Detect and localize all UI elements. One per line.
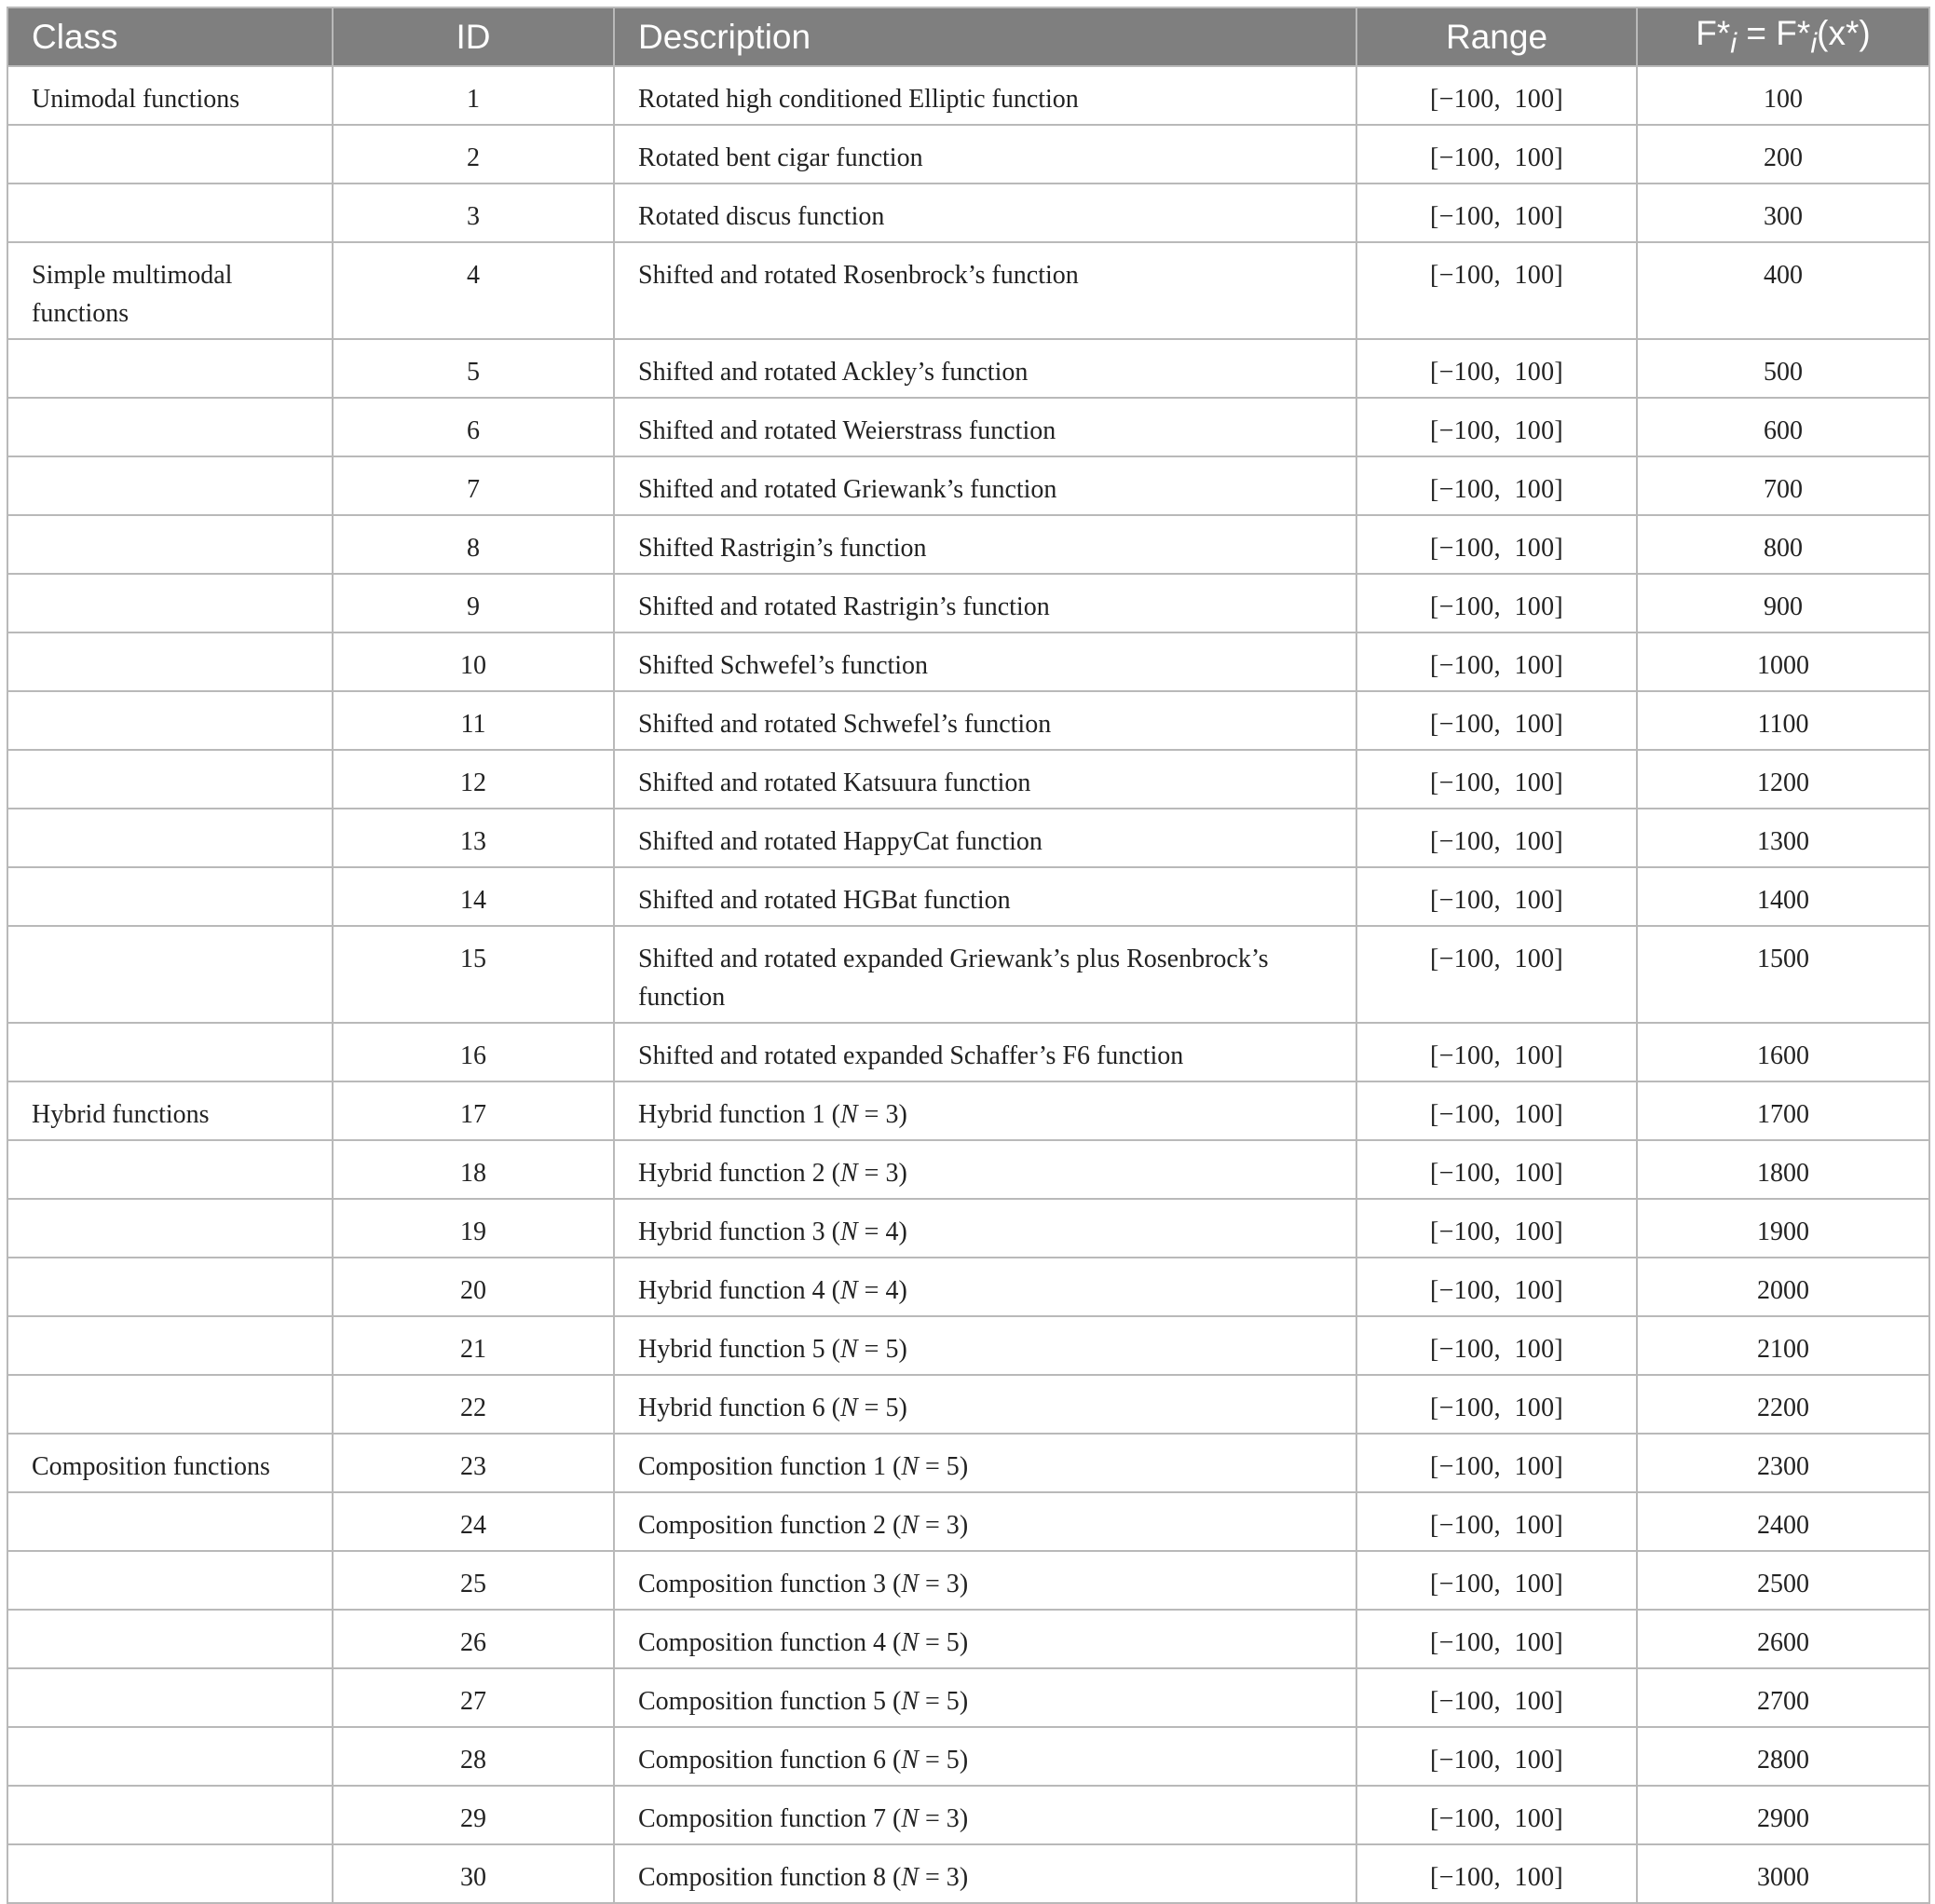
cell-class bbox=[7, 809, 333, 867]
table-row bbox=[7, 1492, 1929, 1551]
header-fstar bbox=[1637, 7, 1929, 66]
header-class: Class bbox=[7, 7, 333, 66]
cell-description bbox=[614, 1023, 1356, 1081]
description-text: Shifted and rotated HappyCat function bbox=[638, 827, 1042, 856]
description-text: Shifted Schwefel’s function bbox=[638, 651, 929, 680]
cell-description: Composition function 6 (N = 5) bbox=[614, 1727, 1356, 1786]
cell-id: 10 bbox=[333, 632, 614, 691]
cell-description: Hybrid function 6 (N = 5) bbox=[614, 1375, 1356, 1434]
cell-fstar: 2700 bbox=[1637, 1668, 1929, 1727]
cell-fstar: 600 bbox=[1637, 398, 1929, 456]
table-row bbox=[7, 125, 1929, 184]
cell-id: 18 bbox=[333, 1140, 614, 1199]
description-text: Shifted Rastrigin’s function bbox=[638, 534, 927, 563]
description-n-value: N = 4 bbox=[839, 1217, 899, 1246]
cell-range: [−100, 100] bbox=[1356, 1199, 1637, 1258]
cell-class bbox=[7, 1610, 333, 1668]
cell-fstar: 1800 bbox=[1637, 1140, 1929, 1199]
cell-class: Simple multimodal functions bbox=[7, 242, 333, 339]
cell-description: Composition function 1 (N = 5) bbox=[614, 1434, 1356, 1492]
description-n-value: N = 3 bbox=[901, 1511, 960, 1540]
cell-range: [−100, 100] bbox=[1356, 1727, 1637, 1786]
cell-fstar: 500 bbox=[1637, 339, 1929, 398]
description-n-value: N = 5 bbox=[901, 1452, 960, 1481]
table-row bbox=[7, 1375, 1929, 1434]
cell-class bbox=[7, 750, 333, 809]
cell-fstar: 200 bbox=[1637, 125, 1929, 184]
description-text: Shifted and rotated expanded Schaffer’s F6 function bbox=[638, 1041, 1184, 1070]
header-fstar-suffix: (x*) bbox=[1817, 13, 1871, 52]
cell-fstar: 1700 bbox=[1637, 1081, 1929, 1140]
benchmark-functions-table bbox=[7, 7, 1930, 1904]
cell-description: Hybrid function 4 (N = 4) bbox=[614, 1258, 1356, 1316]
cell-fstar: 900 bbox=[1637, 574, 1929, 632]
cell-id: 15 bbox=[333, 926, 614, 1023]
cell-class bbox=[7, 691, 333, 750]
cell-range: [−100, 100] bbox=[1356, 1551, 1637, 1610]
table-row bbox=[7, 1199, 1929, 1258]
cell-range: [−100, 100] bbox=[1356, 1023, 1637, 1081]
description-n-value: N = 5 bbox=[901, 1628, 960, 1657]
description-text: Shifted and rotated HGBat function bbox=[638, 886, 1011, 915]
description-n-value: N = 5 bbox=[839, 1394, 899, 1422]
cell-id: 9 bbox=[333, 574, 614, 632]
cell-fstar: 1100 bbox=[1637, 691, 1929, 750]
cell-class bbox=[7, 456, 333, 515]
description-text: Shifted and rotated Weierstrass function bbox=[638, 416, 1056, 445]
cell-description: Hybrid function 2 (N = 3) bbox=[614, 1140, 1356, 1199]
description-text: Hybrid function 4 bbox=[638, 1276, 825, 1305]
cell-description bbox=[614, 809, 1356, 867]
cell-id: 25 bbox=[333, 1551, 614, 1610]
description-n-value: N = 3 bbox=[839, 1100, 899, 1129]
cell-class bbox=[7, 1492, 333, 1551]
cell-fstar: 2100 bbox=[1637, 1316, 1929, 1375]
cell-class bbox=[7, 125, 333, 184]
cell-range: [−100, 100] bbox=[1356, 184, 1637, 242]
description-n-value: N = 3 bbox=[901, 1804, 960, 1833]
description-text: Hybrid function 5 bbox=[638, 1335, 825, 1364]
cell-range: [−100, 100] bbox=[1356, 125, 1637, 184]
cell-class bbox=[7, 1199, 333, 1258]
table-row bbox=[7, 184, 1929, 242]
table-body bbox=[7, 66, 1929, 1903]
cell-fstar: 1500 bbox=[1637, 926, 1929, 1023]
table-row bbox=[7, 1434, 1929, 1492]
cell-id: 14 bbox=[333, 867, 614, 926]
description-text: Shifted and rotated Rastrigin’s function bbox=[638, 592, 1050, 621]
cell-class bbox=[7, 1316, 333, 1375]
header-id: ID bbox=[333, 7, 614, 66]
cell-description bbox=[614, 926, 1356, 1023]
cell-fstar: 1200 bbox=[1637, 750, 1929, 809]
cell-description bbox=[614, 574, 1356, 632]
cell-class bbox=[7, 1668, 333, 1727]
description-text: Hybrid function 1 bbox=[638, 1100, 825, 1129]
cell-fstar: 2500 bbox=[1637, 1551, 1929, 1610]
cell-id: 19 bbox=[333, 1199, 614, 1258]
description-text: Rotated bent cigar function bbox=[638, 143, 923, 172]
table-row bbox=[7, 1081, 1929, 1140]
cell-description: Composition function 7 (N = 3) bbox=[614, 1786, 1356, 1844]
cell-class: Composition functions bbox=[7, 1434, 333, 1492]
table-row bbox=[7, 1727, 1929, 1786]
cell-fstar: 400 bbox=[1637, 242, 1929, 339]
cell-description: Composition function 8 (N = 3) bbox=[614, 1844, 1356, 1903]
cell-description bbox=[614, 515, 1356, 574]
cell-range: [−100, 100] bbox=[1356, 1492, 1637, 1551]
description-n-value: N = 5 bbox=[839, 1335, 899, 1364]
cell-id: 1 bbox=[333, 66, 614, 125]
table-row bbox=[7, 691, 1929, 750]
cell-id: 28 bbox=[333, 1727, 614, 1786]
cell-id: 6 bbox=[333, 398, 614, 456]
description-text: Composition function 8 bbox=[638, 1863, 886, 1892]
cell-range: [−100, 100] bbox=[1356, 1844, 1637, 1903]
cell-fstar: 1400 bbox=[1637, 867, 1929, 926]
cell-class bbox=[7, 867, 333, 926]
table-row bbox=[7, 66, 1929, 125]
cell-range: [−100, 100] bbox=[1356, 398, 1637, 456]
description-text: Rotated high conditioned Elliptic function bbox=[638, 85, 1079, 114]
description-n-value: N = 5 bbox=[901, 1746, 960, 1775]
cell-range: [−100, 100] bbox=[1356, 926, 1637, 1023]
cell-id: 21 bbox=[333, 1316, 614, 1375]
table-row bbox=[7, 1316, 1929, 1375]
cell-description bbox=[614, 66, 1356, 125]
cell-range: [−100, 100] bbox=[1356, 456, 1637, 515]
cell-class bbox=[7, 339, 333, 398]
cell-fstar: 2800 bbox=[1637, 1727, 1929, 1786]
cell-fstar: 1600 bbox=[1637, 1023, 1929, 1081]
cell-class bbox=[7, 1023, 333, 1081]
cell-fstar: 2200 bbox=[1637, 1375, 1929, 1434]
table-row bbox=[7, 1844, 1929, 1903]
cell-description bbox=[614, 398, 1356, 456]
description-text: Shifted and rotated expanded Griewank’s plus Rosenbrock’s function bbox=[638, 945, 1269, 1012]
table-row bbox=[7, 515, 1929, 574]
cell-id: 5 bbox=[333, 339, 614, 398]
table-row bbox=[7, 1258, 1929, 1316]
cell-id: 30 bbox=[333, 1844, 614, 1903]
cell-description bbox=[614, 750, 1356, 809]
cell-description: Hybrid function 3 (N = 4) bbox=[614, 1199, 1356, 1258]
table-row bbox=[7, 398, 1929, 456]
cell-fstar: 1300 bbox=[1637, 809, 1929, 867]
table-row bbox=[7, 1140, 1929, 1199]
header-fstar-prefix: F* bbox=[1696, 13, 1731, 52]
cell-range: [−100, 100] bbox=[1356, 66, 1637, 125]
cell-fstar: 300 bbox=[1637, 184, 1929, 242]
cell-range: [−100, 100] bbox=[1356, 809, 1637, 867]
cell-description bbox=[614, 456, 1356, 515]
description-text: Hybrid function 2 bbox=[638, 1159, 825, 1188]
cell-description: Composition function 2 (N = 3) bbox=[614, 1492, 1356, 1551]
cell-description: Composition function 5 (N = 5) bbox=[614, 1668, 1356, 1727]
cell-range: [−100, 100] bbox=[1356, 867, 1637, 926]
cell-fstar: 100 bbox=[1637, 66, 1929, 125]
cell-description bbox=[614, 242, 1356, 339]
cell-id: 20 bbox=[333, 1258, 614, 1316]
cell-range: [−100, 100] bbox=[1356, 750, 1637, 809]
description-text: Hybrid function 6 bbox=[638, 1394, 825, 1422]
header-fstar-sub2: i bbox=[1810, 26, 1818, 60]
cell-id: 11 bbox=[333, 691, 614, 750]
cell-fstar: 1000 bbox=[1637, 632, 1929, 691]
cell-range: [−100, 100] bbox=[1356, 1610, 1637, 1668]
cell-description bbox=[614, 125, 1356, 184]
cell-id: 3 bbox=[333, 184, 614, 242]
header-row bbox=[7, 7, 1929, 66]
cell-range: [−100, 100] bbox=[1356, 515, 1637, 574]
description-text: Composition function 4 bbox=[638, 1628, 886, 1657]
cell-fstar: 1900 bbox=[1637, 1199, 1929, 1258]
cell-id: 29 bbox=[333, 1786, 614, 1844]
description-text: Shifted and rotated Schwefel’s function bbox=[638, 710, 1052, 739]
cell-class bbox=[7, 632, 333, 691]
cell-range: [−100, 100] bbox=[1356, 691, 1637, 750]
cell-range: [−100, 100] bbox=[1356, 632, 1637, 691]
cell-description: Hybrid function 5 (N = 5) bbox=[614, 1316, 1356, 1375]
cell-description bbox=[614, 867, 1356, 926]
cell-id: 27 bbox=[333, 1668, 614, 1727]
cell-class: Unimodal functions bbox=[7, 66, 333, 125]
cell-id: 4 bbox=[333, 242, 614, 339]
description-text: Composition function 3 bbox=[638, 1570, 886, 1598]
description-text: Shifted and rotated Ackley’s function bbox=[638, 358, 1029, 387]
cell-fstar: 2300 bbox=[1637, 1434, 1929, 1492]
description-text: Composition function 2 bbox=[638, 1511, 886, 1540]
cell-range: [−100, 100] bbox=[1356, 1316, 1637, 1375]
table-header bbox=[7, 7, 1929, 66]
cell-range: [−100, 100] bbox=[1356, 1258, 1637, 1316]
description-text: Shifted and rotated Katsuura function bbox=[638, 768, 1031, 797]
cell-id: 17 bbox=[333, 1081, 614, 1140]
cell-class bbox=[7, 1258, 333, 1316]
table-row bbox=[7, 750, 1929, 809]
description-text: Composition function 1 bbox=[638, 1452, 886, 1481]
cell-range: [−100, 100] bbox=[1356, 1786, 1637, 1844]
cell-fstar: 3000 bbox=[1637, 1844, 1929, 1903]
cell-class bbox=[7, 574, 333, 632]
table-row bbox=[7, 1786, 1929, 1844]
table-row bbox=[7, 632, 1929, 691]
header-range: Range bbox=[1356, 7, 1637, 66]
table-row bbox=[7, 1668, 1929, 1727]
description-n-value: N = 4 bbox=[839, 1276, 899, 1305]
table-row bbox=[7, 867, 1929, 926]
cell-description bbox=[614, 339, 1356, 398]
header-fstar-sub: i bbox=[1730, 26, 1737, 60]
cell-id: 8 bbox=[333, 515, 614, 574]
cell-fstar: 800 bbox=[1637, 515, 1929, 574]
header-fstar-mid: = F* bbox=[1737, 13, 1811, 52]
cell-fstar: 2900 bbox=[1637, 1786, 1929, 1844]
document-page bbox=[7, 7, 1928, 1904]
cell-id: 16 bbox=[333, 1023, 614, 1081]
cell-id: 7 bbox=[333, 456, 614, 515]
cell-class bbox=[7, 398, 333, 456]
cell-fstar: 700 bbox=[1637, 456, 1929, 515]
cell-description bbox=[614, 632, 1356, 691]
table-row bbox=[7, 1610, 1929, 1668]
description-n-value: N = 3 bbox=[901, 1863, 960, 1892]
table-row bbox=[7, 339, 1929, 398]
description-text: Shifted and rotated Rosenbrock’s function bbox=[638, 261, 1079, 290]
cell-id: 13 bbox=[333, 809, 614, 867]
description-text: Shifted and rotated Griewank’s function bbox=[638, 475, 1057, 504]
description-text: Composition function 5 bbox=[638, 1687, 886, 1716]
table-row bbox=[7, 456, 1929, 515]
table-row bbox=[7, 574, 1929, 632]
description-text: Rotated discus function bbox=[638, 202, 885, 231]
cell-range: [−100, 100] bbox=[1356, 1375, 1637, 1434]
cell-id: 22 bbox=[333, 1375, 614, 1434]
cell-class: Hybrid functions bbox=[7, 1081, 333, 1140]
cell-id: 2 bbox=[333, 125, 614, 184]
cell-class bbox=[7, 1786, 333, 1844]
table-row bbox=[7, 926, 1929, 1023]
cell-class bbox=[7, 1844, 333, 1903]
cell-fstar: 2600 bbox=[1637, 1610, 1929, 1668]
cell-class bbox=[7, 926, 333, 1023]
cell-id: 26 bbox=[333, 1610, 614, 1668]
cell-class bbox=[7, 1375, 333, 1434]
cell-range: [−100, 100] bbox=[1356, 1668, 1637, 1727]
cell-class bbox=[7, 1727, 333, 1786]
header-description: Description bbox=[614, 7, 1356, 66]
cell-description: Hybrid function 1 (N = 3) bbox=[614, 1081, 1356, 1140]
cell-class bbox=[7, 1140, 333, 1199]
table-row bbox=[7, 242, 1929, 339]
cell-description: Composition function 3 (N = 3) bbox=[614, 1551, 1356, 1610]
cell-fstar: 2000 bbox=[1637, 1258, 1929, 1316]
cell-range: [−100, 100] bbox=[1356, 1081, 1637, 1140]
cell-id: 12 bbox=[333, 750, 614, 809]
cell-class bbox=[7, 184, 333, 242]
cell-range: [−100, 100] bbox=[1356, 339, 1637, 398]
cell-id: 23 bbox=[333, 1434, 614, 1492]
description-text: Composition function 6 bbox=[638, 1746, 886, 1775]
description-text: Composition function 7 bbox=[638, 1804, 886, 1833]
cell-description: Composition function 4 (N = 5) bbox=[614, 1610, 1356, 1668]
cell-class bbox=[7, 515, 333, 574]
cell-description bbox=[614, 184, 1356, 242]
description-n-value: N = 3 bbox=[839, 1159, 899, 1188]
description-n-value: N = 5 bbox=[901, 1687, 960, 1716]
description-n-value: N = 3 bbox=[901, 1570, 960, 1598]
table-row bbox=[7, 1551, 1929, 1610]
cell-range: [−100, 100] bbox=[1356, 574, 1637, 632]
cell-description bbox=[614, 691, 1356, 750]
cell-class bbox=[7, 1551, 333, 1610]
description-text: Hybrid function 3 bbox=[638, 1217, 825, 1246]
table-row bbox=[7, 809, 1929, 867]
cell-range: [−100, 100] bbox=[1356, 1140, 1637, 1199]
table-row bbox=[7, 1023, 1929, 1081]
cell-id: 24 bbox=[333, 1492, 614, 1551]
cell-fstar: 2400 bbox=[1637, 1492, 1929, 1551]
cell-range: [−100, 100] bbox=[1356, 1434, 1637, 1492]
cell-range: [−100, 100] bbox=[1356, 242, 1637, 339]
